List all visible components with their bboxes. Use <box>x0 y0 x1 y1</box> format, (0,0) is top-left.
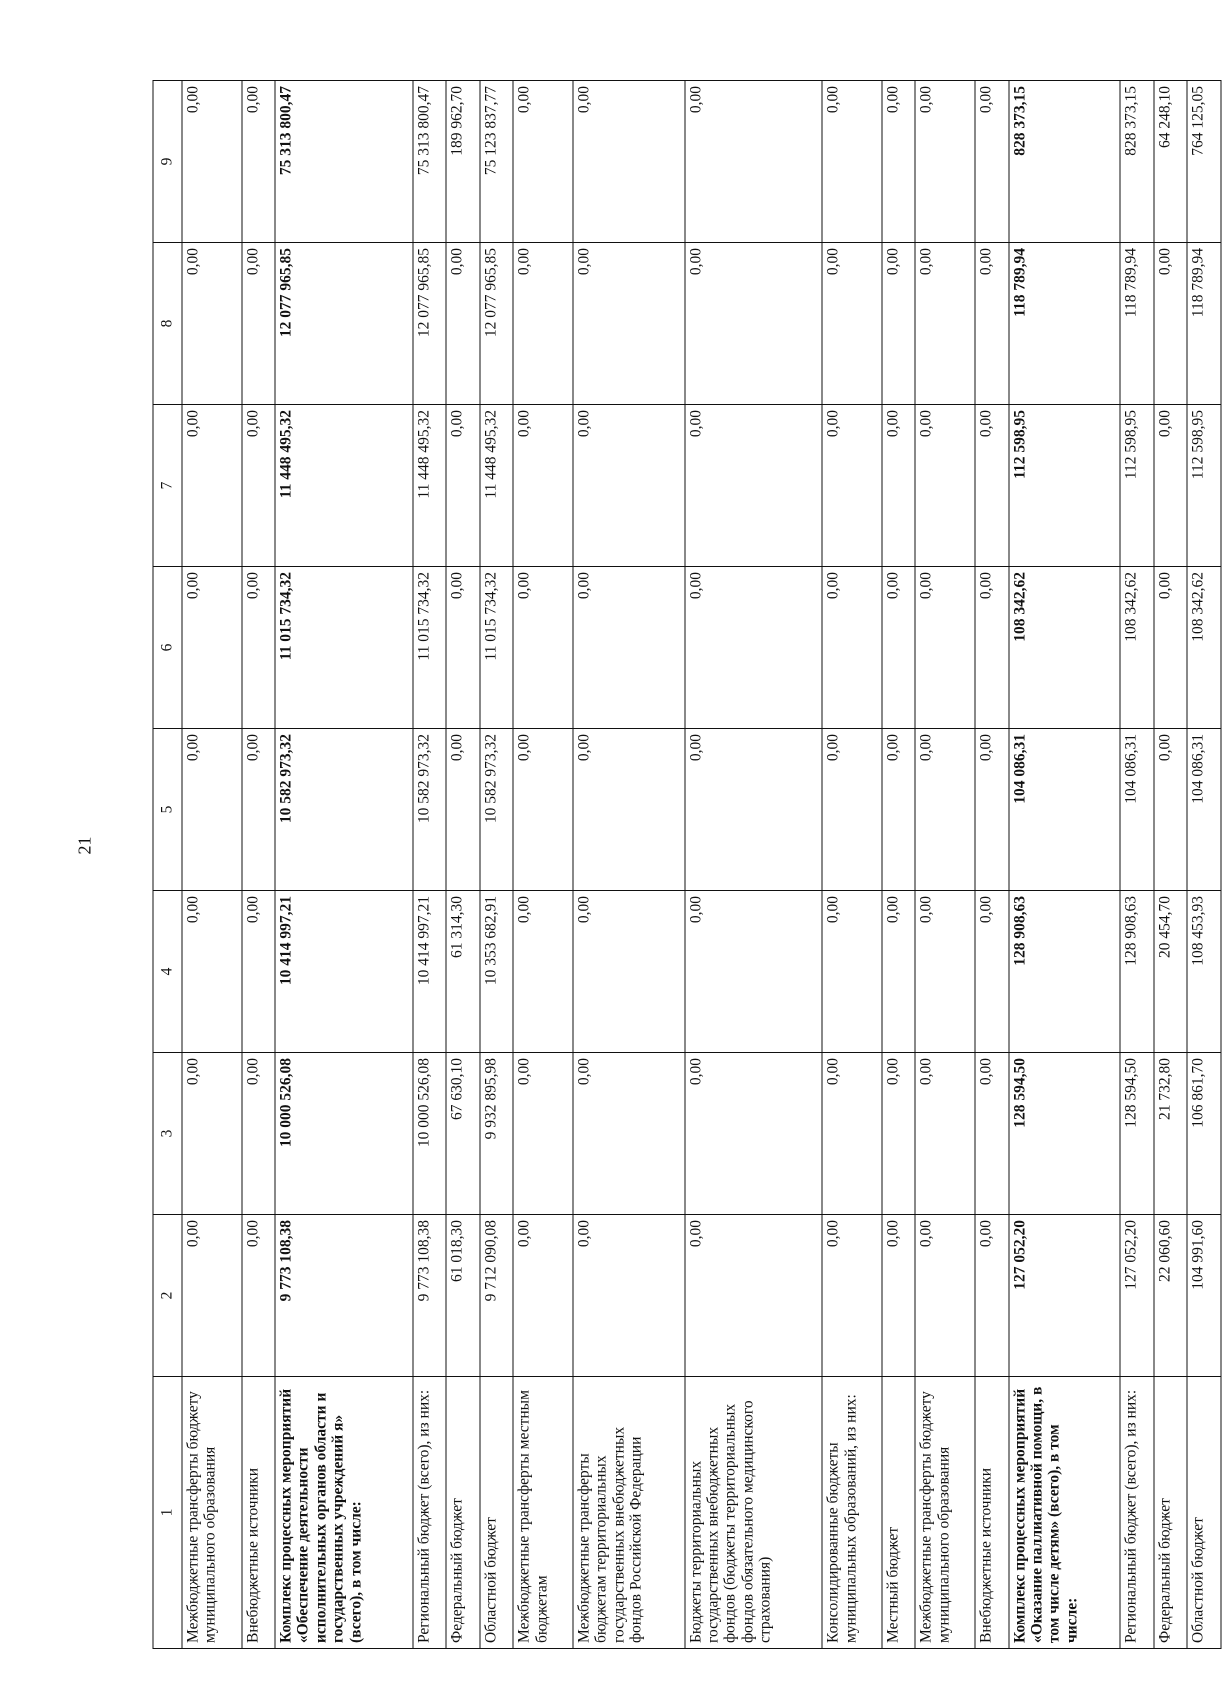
table-row-section-total <box>1009 81 1121 1649</box>
amount-cell: 11 448 495,32 <box>275 405 413 567</box>
amount-cell: 0,00 <box>975 405 1009 567</box>
amount-cell: 0,00 <box>882 1053 916 1215</box>
amount-cell: 11 015 734,32 <box>413 567 447 729</box>
row-label-cell: Межбюджетные трансферты бюджетам территориальных государственных внебюджетных фондов Российской Федерации <box>573 1377 685 1649</box>
amount-cell: 128 594,50 <box>1009 1053 1121 1215</box>
amount-cell: 104 991,60 <box>1187 1215 1221 1377</box>
amount-cell: 0,00 <box>685 81 823 243</box>
amount-cell: 0,00 <box>573 891 685 1053</box>
amount-cell: 67 630,10 <box>446 1053 480 1215</box>
amount-cell: 128 908,63 <box>1120 891 1154 1053</box>
amount-cell: 0,00 <box>882 729 916 891</box>
amount-cell: 112 598,95 <box>1120 405 1154 567</box>
amount-cell: 0,00 <box>685 405 823 567</box>
amount-cell: 0,00 <box>882 81 916 243</box>
amount-cell: 0,00 <box>915 243 975 405</box>
amount-cell: 127 052,20 <box>1120 1215 1154 1377</box>
amount-cell: 0,00 <box>573 567 685 729</box>
row-label-cell: Бюджеты территориальных государственных внебюджетных фондов (бюджеты территориальных фондов обязательного медицинского страхования) <box>685 1377 823 1649</box>
amount-cell: 0,00 <box>573 81 685 243</box>
amount-cell: 0,00 <box>685 1215 823 1377</box>
column-header: 3 <box>153 1053 182 1215</box>
table-body <box>182 81 1221 1649</box>
amount-cell: 0,00 <box>182 405 242 567</box>
row-label-cell: Межбюджетные трансферты бюджету муниципального образования <box>915 1377 975 1649</box>
amount-cell: 828 373,15 <box>1009 81 1121 243</box>
amount-cell: 0,00 <box>182 1053 242 1215</box>
amount-cell: 10 582 973,32 <box>480 729 514 891</box>
amount-cell: 0,00 <box>882 405 916 567</box>
table-row <box>882 81 916 1649</box>
amount-cell: 0,00 <box>573 1053 685 1215</box>
amount-cell: 108 342,62 <box>1120 567 1154 729</box>
table-row <box>413 81 447 1649</box>
amount-cell: 104 086,31 <box>1009 729 1121 891</box>
amount-cell: 0,00 <box>975 1053 1009 1215</box>
amount-cell: 11 015 734,32 <box>275 567 413 729</box>
amount-cell: 0,00 <box>882 567 916 729</box>
amount-cell: 118 789,94 <box>1187 243 1221 405</box>
amount-cell: 108 342,62 <box>1187 567 1221 729</box>
amount-cell: 189 962,70 <box>446 81 480 243</box>
column-header: 4 <box>153 891 182 1053</box>
amount-cell: 0,00 <box>975 729 1009 891</box>
amount-cell: 0,00 <box>822 1053 882 1215</box>
amount-cell: 118 789,94 <box>1009 243 1121 405</box>
amount-cell: 0,00 <box>573 405 685 567</box>
amount-cell: 21 732,80 <box>1154 1053 1188 1215</box>
amount-cell: 10 353 682,91 <box>480 891 514 1053</box>
amount-cell: 0,00 <box>513 243 573 405</box>
amount-cell: 0,00 <box>915 1053 975 1215</box>
table-row <box>915 81 975 1649</box>
amount-cell: 118 789,94 <box>1120 243 1154 405</box>
row-label-cell: Региональный бюджет (всего), из них: <box>1120 1377 1154 1649</box>
amount-cell: 0,00 <box>573 243 685 405</box>
amount-cell: 0,00 <box>822 729 882 891</box>
amount-cell: 0,00 <box>882 243 916 405</box>
row-label-cell: Внебюджетные источники <box>975 1377 1009 1649</box>
amount-cell: 0,00 <box>915 567 975 729</box>
amount-cell: 10 582 973,32 <box>275 729 413 891</box>
table-row <box>1120 81 1154 1649</box>
amount-cell: 127 052,20 <box>1009 1215 1121 1377</box>
amount-cell: 0,00 <box>182 567 242 729</box>
amount-cell: 108 342,62 <box>1009 567 1121 729</box>
amount-cell: 0,00 <box>513 81 573 243</box>
amount-cell: 0,00 <box>975 891 1009 1053</box>
amount-cell: 22 060,60 <box>1154 1215 1188 1377</box>
row-label-cell: Внебюджетные источники <box>242 1377 276 1649</box>
amount-cell: 10 000 526,08 <box>275 1053 413 1215</box>
amount-cell: 828 373,15 <box>1120 81 1154 243</box>
amount-cell: 11 448 495,32 <box>480 405 514 567</box>
row-label-cell: Региональный бюджет (всего), из них: <box>413 1377 447 1649</box>
amount-cell: 75 313 800,47 <box>413 81 447 243</box>
amount-cell: 0,00 <box>975 81 1009 243</box>
amount-cell: 64 248,10 <box>1154 81 1188 243</box>
amount-cell: 0,00 <box>513 891 573 1053</box>
amount-cell: 112 598,95 <box>1009 405 1121 567</box>
budget-table <box>153 80 1222 1649</box>
amount-cell: 0,00 <box>182 891 242 1053</box>
amount-cell: 0,00 <box>822 1215 882 1377</box>
amount-cell: 0,00 <box>242 243 276 405</box>
amount-cell: 20 454,70 <box>1154 891 1188 1053</box>
table-row <box>480 81 514 1649</box>
amount-cell: 0,00 <box>822 81 882 243</box>
amount-cell: 128 594,50 <box>1120 1053 1154 1215</box>
amount-cell: 0,00 <box>573 1215 685 1377</box>
amount-cell: 0,00 <box>822 243 882 405</box>
amount-cell: 11 448 495,32 <box>413 405 447 567</box>
amount-cell: 104 086,31 <box>1120 729 1154 891</box>
amount-cell: 0,00 <box>182 81 242 243</box>
amount-cell: 9 773 108,38 <box>413 1215 447 1377</box>
amount-cell: 108 453,93 <box>1187 891 1221 1053</box>
amount-cell: 0,00 <box>513 1053 573 1215</box>
column-header: 9 <box>153 81 182 243</box>
amount-cell: 0,00 <box>975 567 1009 729</box>
amount-cell: 0,00 <box>182 1215 242 1377</box>
amount-cell: 0,00 <box>1154 729 1188 891</box>
amount-cell: 12 077 965,85 <box>480 243 514 405</box>
row-label-cell: Комплекс процессных мероприятий «Оказание паллиативной помощи, в том числе детям» (всего), в том числе: <box>1009 1377 1121 1649</box>
amount-cell: 0,00 <box>882 891 916 1053</box>
amount-cell: 0,00 <box>182 243 242 405</box>
amount-cell: 112 598,95 <box>1187 405 1221 567</box>
amount-cell: 0,00 <box>513 729 573 891</box>
amount-cell: 0,00 <box>182 729 242 891</box>
amount-cell: 61 314,30 <box>446 891 480 1053</box>
amount-cell: 0,00 <box>242 1053 276 1215</box>
table-row <box>446 81 480 1649</box>
amount-cell: 0,00 <box>573 729 685 891</box>
amount-cell: 128 908,63 <box>1009 891 1121 1053</box>
amount-cell: 0,00 <box>446 567 480 729</box>
amount-cell: 0,00 <box>685 729 823 891</box>
row-label-cell: Областной бюджет <box>480 1377 514 1649</box>
amount-cell: 10 414 997,21 <box>275 891 413 1053</box>
table-row-section-total <box>275 81 413 1649</box>
amount-cell: 0,00 <box>915 1215 975 1377</box>
amount-cell: 0,00 <box>446 243 480 405</box>
amount-cell: 10 414 997,21 <box>413 891 447 1053</box>
amount-cell: 9 932 895,98 <box>480 1053 514 1215</box>
amount-cell: 0,00 <box>685 567 823 729</box>
amount-cell: 0,00 <box>513 405 573 567</box>
amount-cell: 0,00 <box>915 729 975 891</box>
row-label-cell: Консолидированные бюджеты муниципальных образований, из них: <box>822 1377 882 1649</box>
amount-cell: 12 077 965,85 <box>413 243 447 405</box>
amount-cell: 75 313 800,47 <box>275 81 413 243</box>
amount-cell: 10 000 526,08 <box>413 1053 447 1215</box>
amount-cell: 0,00 <box>882 1215 916 1377</box>
row-label-cell: Федеральный бюджет <box>1154 1377 1188 1649</box>
column-header: 8 <box>153 243 182 405</box>
row-label-cell: Межбюджетные трансферты бюджету муниципального образования <box>182 1377 242 1649</box>
amount-cell: 0,00 <box>242 81 276 243</box>
amount-cell: 0,00 <box>1154 567 1188 729</box>
row-label-cell: Комплекс процессных мероприятий «Обеспечение деятельности исполнительных органов области и государственных учреждений я» (всего), в том числе: <box>275 1377 413 1649</box>
table-row <box>513 81 573 1649</box>
table-row <box>1187 81 1221 1649</box>
page-number: 21 <box>74 836 95 855</box>
table-row <box>573 81 685 1649</box>
column-header: 2 <box>153 1215 182 1377</box>
amount-cell: 9 712 090,08 <box>480 1215 514 1377</box>
table-row <box>242 81 276 1649</box>
amount-cell: 106 861,70 <box>1187 1053 1221 1215</box>
row-label-cell: Межбюджетные трансферты местным бюджетам <box>513 1377 573 1649</box>
amount-cell: 764 125,05 <box>1187 81 1221 243</box>
table-row <box>685 81 823 1649</box>
amount-cell: 10 582 973,32 <box>413 729 447 891</box>
amount-cell: 104 086,31 <box>1187 729 1221 891</box>
row-label-cell: Областной бюджет <box>1187 1377 1221 1649</box>
amount-cell: 0,00 <box>242 891 276 1053</box>
amount-cell: 0,00 <box>242 729 276 891</box>
amount-cell: 0,00 <box>915 891 975 1053</box>
amount-cell: 12 077 965,85 <box>275 243 413 405</box>
table-row <box>182 81 242 1649</box>
header-row <box>153 81 182 1649</box>
budget-table-wrapper <box>153 81 1222 1649</box>
amount-cell: 0,00 <box>1154 405 1188 567</box>
amount-cell: 0,00 <box>975 243 1009 405</box>
column-header: 7 <box>153 405 182 567</box>
amount-cell: 0,00 <box>915 405 975 567</box>
amount-cell: 0,00 <box>685 243 823 405</box>
amount-cell: 0,00 <box>513 1215 573 1377</box>
amount-cell: 11 015 734,32 <box>480 567 514 729</box>
amount-cell: 0,00 <box>975 1215 1009 1377</box>
amount-cell: 0,00 <box>822 405 882 567</box>
amount-cell: 0,00 <box>685 1053 823 1215</box>
amount-cell: 0,00 <box>1154 243 1188 405</box>
table-row <box>1154 81 1188 1649</box>
table-row <box>975 81 1009 1649</box>
row-label-cell: Федеральный бюджет <box>446 1377 480 1649</box>
column-header: 5 <box>153 729 182 891</box>
amount-cell: 0,00 <box>242 1215 276 1377</box>
column-header: 1 <box>153 1377 182 1649</box>
amount-cell: 0,00 <box>446 729 480 891</box>
amount-cell: 0,00 <box>242 405 276 567</box>
table-row <box>822 81 882 1649</box>
amount-cell: 0,00 <box>685 891 823 1053</box>
column-header: 6 <box>153 567 182 729</box>
amount-cell: 0,00 <box>242 567 276 729</box>
amount-cell: 0,00 <box>513 567 573 729</box>
amount-cell: 0,00 <box>915 81 975 243</box>
amount-cell: 0,00 <box>822 567 882 729</box>
amount-cell: 75 123 837,77 <box>480 81 514 243</box>
amount-cell: 0,00 <box>446 405 480 567</box>
amount-cell: 61 018,30 <box>446 1215 480 1377</box>
amount-cell: 9 773 108,38 <box>275 1215 413 1377</box>
amount-cell: 0,00 <box>822 891 882 1053</box>
row-label-cell: Местный бюджет <box>882 1377 916 1649</box>
